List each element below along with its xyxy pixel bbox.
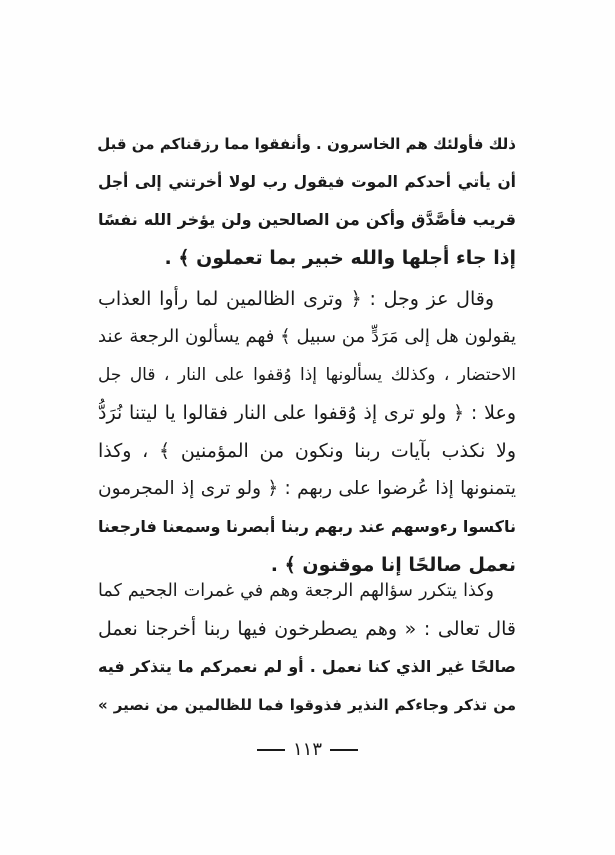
text-line: صالحًا غير الذي كنا نعمل . أو لم نعمركم ما يتذكر فيه <box>98 657 516 676</box>
text-line: يتمنونها إذا عُرضوا على ربهم : ﴿ ولو ترى إذ المجرمون <box>98 478 516 499</box>
text-line: الاحتضار ، وكذلك يسألونها إذا وُقفوا على النار ، قال جل <box>98 365 516 385</box>
text-line: ناكسوا رءوسهم عند ربهم ربنا أبصرنا وسمعنا فارجعنا <box>98 517 516 536</box>
text-line: نعمل صالحًا إنا موقنون ﴾ . <box>270 554 516 576</box>
text-line: يقولون هل إلى مَرَدٍّ من سبيل ﴾ فهم يسألون الرجعة عند <box>98 326 516 347</box>
page-number-value: ١١٣ <box>292 739 322 760</box>
paragraph-1 <box>98 125 516 277</box>
text-line: إذا جاء أجلها والله خبير بما تعملون ﴾ . <box>164 247 516 269</box>
text-line: ذلك فأولئك هم الخاسرون . وأنفقوا مما رزقناكم من قبل <box>97 135 516 153</box>
text-line: قال تعالى : « وهم يصطرخون فيها ربنا أخرجنا نعمل <box>98 618 516 640</box>
page-number <box>0 738 615 762</box>
page-number-dash <box>257 749 285 751</box>
text-line: من تذكر وجاءكم النذير فذوقوا فما للظالمين من نصير » <box>98 696 516 714</box>
text-line: وكذا يتكرر سؤالهم الرجعة وهم في غمرات الجحيم كما <box>98 581 494 601</box>
text-line: قريب فأصَّدَّق وأكن من الصالحين ولن يؤخر الله نفسًا <box>98 210 516 229</box>
paragraph-2 <box>98 280 516 584</box>
text-line: أن يأتي أحدكم الموت فيقول رب لولا أخرتني إلى أجل <box>98 173 516 191</box>
paragraph-3 <box>98 572 516 724</box>
page-number-dash <box>330 749 358 751</box>
text-line: وقال عز وجل : ﴿ وترى الظالمين لما رأوا العذاب <box>98 288 494 310</box>
text-line: وعلا : ﴿ ولو ترى إذ وُقفوا على النار فقالوا يا ليتنا نُرَدُّ <box>98 402 516 424</box>
text-line: ولا نكذب بآيات ربنا ونكون من المؤمنين ﴾ ، وكذا <box>98 440 516 462</box>
